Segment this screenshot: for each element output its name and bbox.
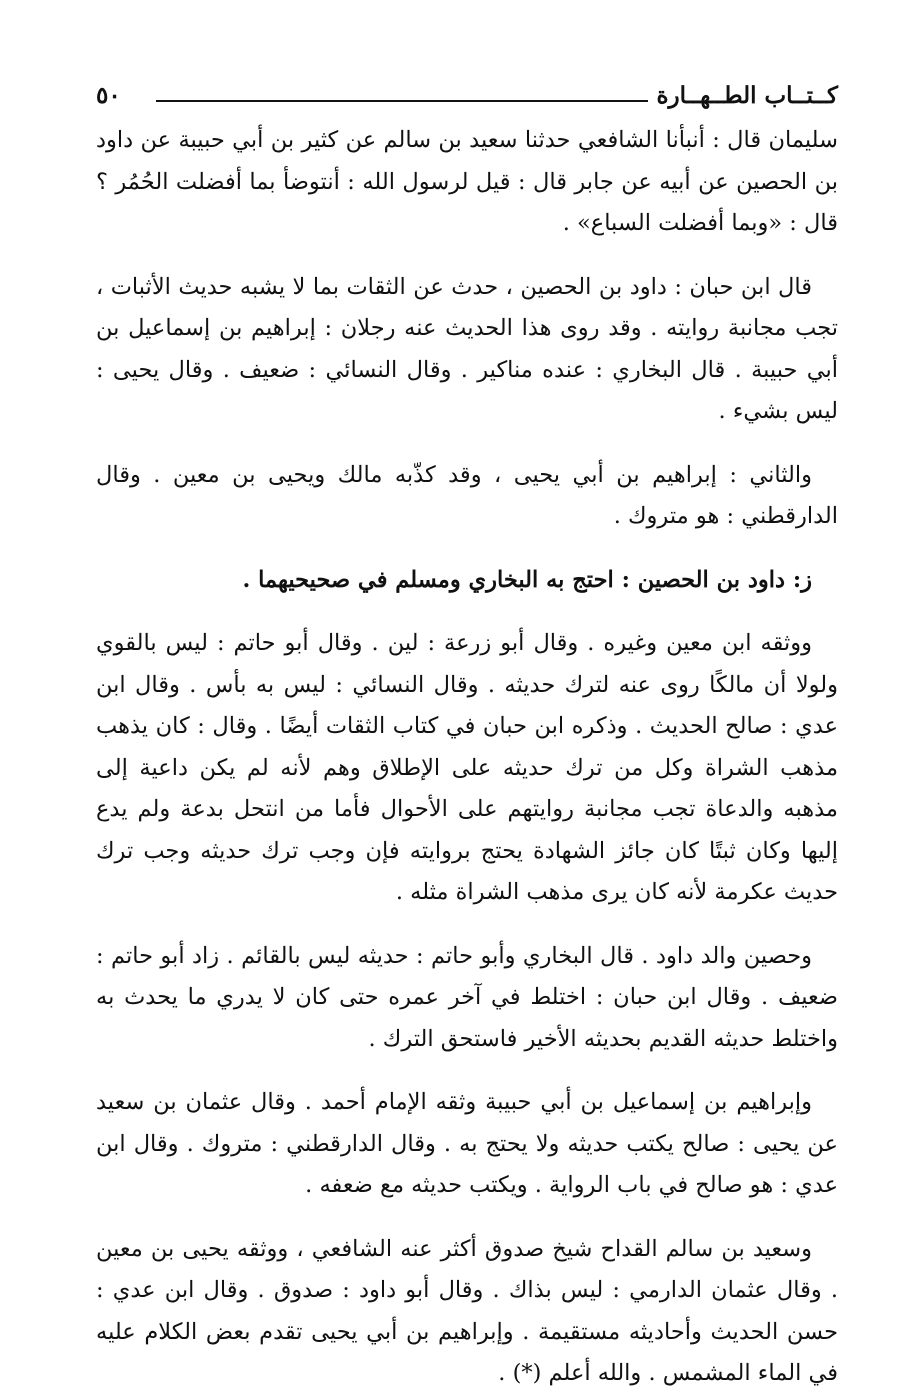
header-rule — [156, 100, 648, 102]
paragraph-3: والثاني : إبراهيم بن أبي يحيى ، وقد كذّبه مالك ويحيى بن معين . وقال الدارقطني : هو متروك . — [96, 461, 838, 529]
paragraph-5: ووثقه ابن معين وغيره . وقال أبو زرعة : لين . وقال أبو حاتم : ليس بالقوي ولولا أن مالكًا روى عنه لترك حديثه . وقال النسائي : ليس به بأس . وقال ابن عدي : صالح الحديث . وذكره ابن حبان في كتاب الثقات أيضًا . وقال : كان يذهب مذهب الشراة وكل من ترك حديثه على الإطلاق وهم لأنه لم يكن داعية إلى مذهبه والدعاة تجب مجانبة روايتهم على الأحوال فأما من انتحل بدعة ولم يدع إليها وكان ثبتًا كان جائز الشهادة يحتج بروايته فإن وجب ترك حديثه وجب ترك حديث عكرمة لأنه كان يرى مذهب الشراة مثله . — [96, 630, 838, 905]
paragraph-7: وإبراهيم بن إسماعيل بن أبي حبيبة وثقه الإمام أحمد . وقال عثمان بن سعيد عن يحيى : صالح يكتب حديثه ولا يحتج به . وقال الدارقطني : متروك . وقال ابن عدي : هو صالح في باب الرواية . ويكتب حديثه مع ضعفه . — [96, 1089, 838, 1198]
book-page — [96, 78, 838, 1386]
paragraph-4: ز: داود بن الحصين : احتج به البخاري ومسلم في صحيحيهما . — [242, 566, 812, 593]
page-number: ٥٠ — [96, 82, 121, 109]
paragraph-2: قال ابن حبان : داود بن الحصين ، حدث عن الثقات بما لا يشبه حديث الأثبات ، تجب مجانبة روايته . وقد روى هذا الحديث عنه رجلان : إبراهيم بن إسماعيل بن أبي حبيبة . قال البخاري : عنده مناكير . وقال النسائي : ضعيف . وقال يحيى : ليس بشيء . — [96, 273, 838, 424]
page-header — [96, 78, 838, 120]
paragraph-1: سليمان قال : أنبأنا الشافعي حدثنا سعيد بن سالم عن كثير بن أبي حبيبة عن داود بن الحصين عن أبيه عن جابر قال : قيل لرسول الله : أنتوضأ بما أفضلت الحُمُر ؟ قال : «وبما أفضلت السباع» . — [96, 127, 838, 236]
paragraph-8: وسعيد بن سالم القداح شيخ صدوق أكثر عنه الشافعي ، ووثقه يحيى بن معين . وقال عثمان الدارمي : ليس بذاك . وقال أبو داود : صدوق . وقال ابن عدي : حسن الحديث وأحاديثه مستقيمة . وإبراهيم بن أبي يحيى تقدم بعض الكلام عليه في الماء المشمس . والله أعلم (*) . — [96, 1235, 838, 1386]
running-title: كــتــاب الطــهــارة — [656, 82, 838, 109]
paragraph-6: وحصين والد داود . قال البخاري وأبو حاتم : حديثه ليس بالقائم . زاد أبو حاتم : ضعيف . وقال ابن حبان : اختلط في آخر عمره حتى كان لا يدري ما يحدث به واختلط حديثه القديم بحديثه الأخير فاستحق الترك . — [96, 942, 838, 1052]
